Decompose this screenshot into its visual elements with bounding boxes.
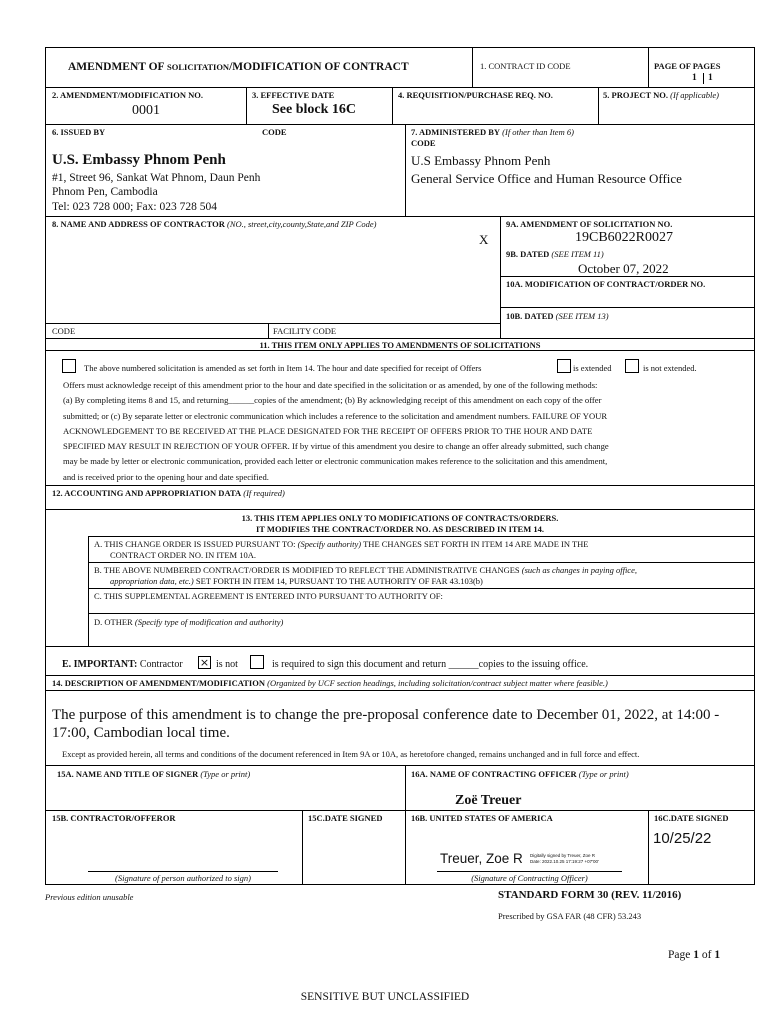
facility-code-label: FACILITY CODE (273, 326, 337, 336)
rule (45, 675, 755, 676)
rule (88, 588, 755, 589)
solicitation-dated-value: October 07, 2022 (578, 261, 669, 276)
issuer-address-line2: Phnom Pen, Cambodia (52, 186, 158, 198)
contractor-signature-caption: (Signature of person authorized to sign) (115, 873, 251, 883)
officer-signature-caption: (Signature of Contracting Officer) (471, 873, 588, 883)
modification-dated-label: 10B. DATED (SEE ITEM 13) (506, 311, 609, 321)
solicitation-dated-label: 9B. DATED (SEE ITEM 11) (506, 249, 604, 259)
rule (45, 323, 500, 324)
project-no-label: 5. PROJECT NO. (If applicable) (603, 90, 720, 100)
contractor-offeror-label: 15B. CONTRACTOR/OFFEROR (52, 813, 176, 823)
issuer-phone: Tel: 023 728 000; Fax: 023 728 504 (52, 201, 217, 213)
rule (405, 124, 406, 216)
issuer-address-line1: #1, Street 96, Sankat Wat Phnom, Daun Penh (52, 172, 261, 184)
item-11-instructions (63, 378, 753, 485)
issuer-name: U.S. Embassy Phnom Penh (52, 152, 226, 168)
signature-line (437, 871, 622, 872)
rule (392, 87, 393, 124)
is-extended-checkbox[interactable] (557, 359, 571, 373)
page-footer: Page 1 of 1 (668, 949, 721, 961)
is-not-extended-label: is not extended. (643, 363, 697, 373)
item-13-subheading: IT MODIFIES THE CONTRACT/ORDER NO. AS DESCRIBED IN ITEM 14. (255, 524, 545, 534)
rule (45, 216, 755, 217)
solicitation-no-value: 19CB6022R0027 (575, 230, 674, 245)
total-pages: 1 (708, 73, 713, 83)
option-c-text[interactable]: C. THIS SUPPLEMENTAL AGREEMENT IS ENTERED INTO PURSUANT TO AUTHORITY OF: (94, 591, 443, 601)
form-title: AMENDMENT OF SOLICITATION/MODIFICATION OF CONTRACT (68, 61, 409, 73)
digital-signature-line: Date: 2022.10.25 17:19:27 +07'00' (530, 859, 599, 864)
accounting-data-label: 12. ACCOUNTING AND APPROPRIATION DATA (If required) (52, 488, 285, 498)
signature-line (88, 871, 278, 872)
item-11-paragraph: SPECIFIED MAY RESULT IN REJECTION OF YOUR OFFER. If by virtue of this amendment you desire to change an offer already submitted, such change (63, 441, 609, 452)
rule (45, 350, 755, 351)
is-not-extended-checkbox[interactable] (625, 359, 639, 373)
officer-date-signed-label: 16C.DATE SIGNED (654, 813, 729, 823)
option-a-text-cont: CONTRACT ORDER NO. IN ITEM 10A. (110, 550, 256, 560)
important-label: E. IMPORTANT: Contractor (62, 659, 183, 670)
description-label: 14. DESCRIPTION OF AMENDMENT/MODIFICATION (Organized by UCF section headings, including solicitation/contract subject matter where feasible.) (52, 678, 608, 688)
previous-edition-note: Previous edition unusable (45, 892, 134, 902)
contractor-address-label: 8. NAME AND ADDRESS OF CONTRACTOR (NO., street,city,county,State,and ZIP Code) (52, 219, 377, 229)
page-number: 1 (692, 73, 697, 83)
administered-by-label: 7. ADMINISTERED BY (If other than Item 6) (411, 127, 574, 137)
option-b-text-cont: appropriation data, etc.) SET FORTH IN ITEM 14, PURSUANT TO THE AUTHORITY OF FAR 43.103(b) (110, 576, 483, 586)
rule (45, 124, 755, 125)
effective-date-value: See block 16C (272, 102, 356, 117)
standard-form-id: STANDARD FORM 30 (REV. 11/2016) (498, 889, 682, 901)
option-d-text[interactable]: D. OTHER (Specify type of modification and authority) (94, 617, 284, 627)
administrator-name: U.S Embassy Phnom Penh (411, 153, 551, 168)
rule (88, 536, 755, 537)
rule (45, 509, 755, 510)
is-required-label: is required to sign this document and return ______copies to the issuing office. (272, 659, 589, 670)
classification-marking: SENSITIVE BUT UNCLASSIFIED (300, 991, 470, 1003)
contract-id-label: 1. CONTRACT ID CODE (480, 61, 571, 71)
option-a-text[interactable]: A. THIS CHANGE ORDER IS ISSUED PURSUANT TO: (Specify authority) THE CHANGES SET FORTH IN ITEM 14 ARE MADE IN THE (94, 539, 589, 549)
rule (88, 536, 89, 646)
rule (268, 323, 269, 338)
effective-date-label: 3. EFFECTIVE DATE (252, 90, 335, 100)
rule (703, 73, 704, 84)
amendment-no-label: 2. AMENDMENT/MODIFICATION NO. (52, 90, 203, 100)
rule (500, 216, 501, 338)
rule (45, 338, 755, 339)
rule (405, 765, 406, 885)
contracting-officer-name-label: 16A. NAME OF CONTRACTING OFFICER (Type or print) (411, 769, 629, 779)
is-extended-label: is extended (573, 363, 612, 373)
page-of-pages-label: PAGE OF PAGES (654, 61, 721, 71)
item-11-line1: The above numbered solicitation is amended as set forth in Item 14. The hour and date specified for receipt of Offers (84, 363, 482, 373)
rule (45, 690, 755, 691)
item-11-heading: 11. THIS ITEM ONLY APPLIES TO AMENDMENTS OF SOLICITATIONS (259, 340, 541, 350)
rule (598, 87, 599, 124)
digital-signature-stamp (530, 853, 599, 865)
solicitation-amended-checkbox[interactable] (62, 359, 76, 373)
item-11-paragraph: Offers must acknowledge receipt of this amendment prior to the hour and date specified in the solicitation or as amended, by one of the following methods: (63, 380, 598, 390)
rule (472, 47, 473, 87)
option-b-text[interactable]: B. THE ABOVE NUMBERED CONTRACT/ORDER IS MODIFIED TO REFLECT THE ADMINISTRATIVE CHANGES (such as changes in paying office, (94, 565, 637, 575)
item-11-paragraph: (a) By completing items 8 and 15, and returning______copies of the amendment; (b) By acknowledging receipt of this amendment on each copy of the offer (63, 395, 602, 406)
description-line: 17:00, Cambodian local time. (52, 725, 230, 741)
rule (500, 307, 755, 308)
contracting-officer-name: Zoë Treuer (455, 793, 522, 808)
item-11-paragraph: ACKNOWLEDGEMENT TO BE RECEIVED AT THE PLACE DESIGNATED FOR THE RECEIPT OF OFFERS PRIOR TO THE HOUR AND DATE (63, 425, 593, 436)
rule (45, 485, 755, 486)
is-not-required-checkbox[interactable]: × (199, 656, 210, 669)
digital-signature-name: Treuer, Zoe R (440, 851, 523, 866)
rule (45, 87, 755, 88)
contractor-code-label: CODE (52, 326, 76, 336)
rule (648, 810, 649, 885)
is-required-checkbox[interactable] (250, 655, 264, 669)
rule (88, 613, 755, 614)
issued-by-label: 6. ISSUED BY (52, 127, 106, 137)
rule (45, 646, 755, 647)
contractor-date-signed-label: 15C.DATE SIGNED (308, 813, 383, 823)
description-body (52, 706, 719, 742)
solicitation-no-label: 9A. AMENDMENT OF SOLICITATION NO. (506, 219, 673, 229)
item-13-heading: 13. THIS ITEM APPLIES ONLY TO MODIFICATIONS OF CONTRACTS/ORDERS. (241, 513, 559, 523)
signer-name-label: 15A. NAME AND TITLE OF SIGNER (Type or print) (57, 769, 251, 779)
description-footer: Except as provided herein, all terms and conditions of the document referenced in Item 9A or 10A, as heretofore changed, remains unchanged and in full force and effect. (62, 749, 640, 759)
modification-no-label: 10A. MODIFICATION OF CONTRACT/ORDER NO. (506, 279, 706, 289)
officer-date-signed-value: 10/25/22 (653, 830, 712, 847)
description-line: The purpose of this amendment is to change the pre-proposal conference date to December 01, 2022, at 14:00 - (52, 707, 720, 723)
rule (246, 87, 247, 124)
rule (302, 810, 303, 885)
issued-by-code-label: CODE (262, 127, 287, 137)
administrator-office: General Service Office and Human Resource Office (411, 171, 682, 186)
rule (45, 765, 755, 766)
prescribed-by: Prescribed by GSA FAR (48 CFR) 53.243 (498, 911, 642, 921)
united-states-label: 16B. UNITED STATES OF AMERICA (411, 813, 553, 823)
item-11-paragraph: may be made by letter or electronic communication, provided each letter or electronic communication makes reference to the solicitation and this amendment, (63, 456, 608, 467)
requisition-label: 4. REQUISITION/PURCHASE REQ. NO. (398, 90, 553, 100)
is-not-label: is not (216, 659, 238, 670)
amendment-no-value: 0001 (132, 103, 160, 118)
digital-signature-line: Digitally signed by Treuer, Zoe R (530, 853, 596, 858)
amendment-selected-mark: X (479, 232, 489, 247)
item-11-paragraph: submitted; or (c) By separate letter or electronic communication which includes a reference to the solicitation and amendment numbers. FAILURE OF YOUR (63, 410, 608, 421)
rule (88, 562, 755, 563)
rule (648, 47, 649, 87)
administered-by-code-label: CODE (411, 138, 436, 148)
item-11-paragraph: and is received prior to the opening hour and date specified. (63, 471, 269, 482)
